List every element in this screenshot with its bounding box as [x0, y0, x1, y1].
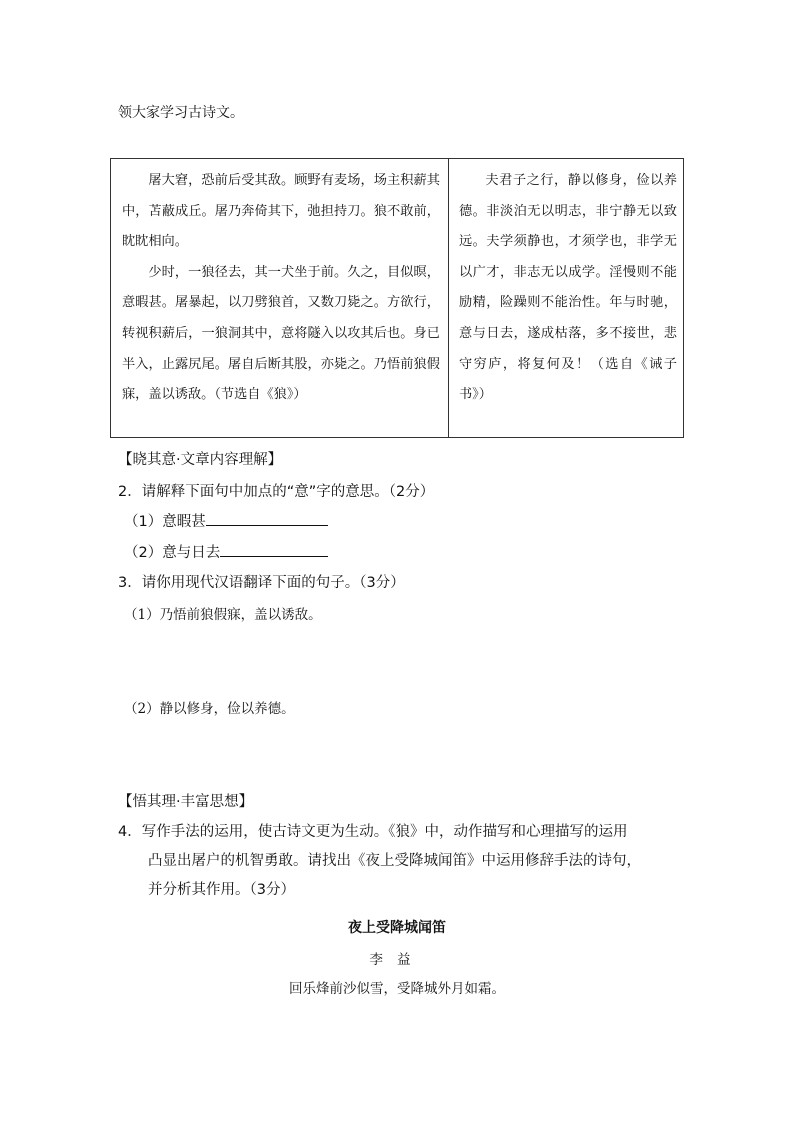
- question-2-stem: 2．请解释下面句中加点的“意”字的意思。（2分）: [118, 484, 435, 500]
- question-2-item-1-text: （1）意暇甚: [124, 514, 206, 530]
- question-2-item-2-text: （2）意与日去: [124, 545, 221, 561]
- question-4: [118, 818, 678, 905]
- poem-author: 李益: [369, 952, 425, 968]
- passage-wolf-para-2: 少时，一狼径去，其一犬坐于前。久之，目似暝，意暇甚。屠暴起，以刀劈狼首，又数刀毙之。方欲行，转视积薪后，一狼洞其中，意将隧入以攻其后也。身已半入，止露尻尾。屠自后断其股，亦毙之。乃悟前狼假寐，盖以诱敌。（节选自《狼》）: [122, 264, 440, 403]
- answer-blank[interactable]: [206, 511, 328, 526]
- passage-wolf: [111, 159, 449, 437]
- passage-jiezishu-para: 夫君子之行，静以修身，俭以养德。非淡泊无以明志，非宁静无以致远。夫学须静也，才须学也，非学无以广才，非志无以成学。淫慢则不能励精，险躁则不能治性。年与时驰，意与日去，遂成枯落，多不接世，悲守穷庐，将复何及！（选自《诫子书》）: [459, 173, 677, 403]
- question-4-line-2: 凸显出屠户的机智勇敢。请找出《夜上受降城闻笛》中运用修辞手法的诗句，: [148, 853, 641, 869]
- question-4-line-1: 4．写作手法的运用，使古诗文更为生动。《狼》中，动作描写和心理描写的运用: [118, 824, 628, 840]
- section-heading-understanding: 【晓其意·文章内容理解】: [118, 452, 283, 468]
- answer-blank[interactable]: [220, 542, 328, 557]
- poem-line-1: 回乐烽前沙似雪，受降城外月如霜。: [289, 981, 505, 997]
- passage-table: [110, 158, 684, 438]
- question-4-line-3: 并分析其作用。（3分）: [148, 882, 295, 898]
- question-2-item-1: [124, 510, 328, 531]
- intro-text: 领大家学习古诗文。: [118, 105, 244, 121]
- question-3-stem: 3．请你用现代汉语翻译下面的句子。（3分）: [118, 575, 405, 591]
- question-3-item-1: （1）乃悟前狼假寐，盖以诱敌。: [124, 607, 322, 623]
- question-2-item-2: [124, 541, 328, 562]
- section-heading-thinking: 【悟其理·丰富思想】: [118, 794, 254, 810]
- passage-wolf-para-1: 屠大窘，恐前后受其敌。顾野有麦场，场主积薪其中，苫蔽成丘。屠乃奔倚其下，弛担持刀。狼不敢前，眈眈相向。: [122, 173, 440, 250]
- poem-title: 夜上受降城闻笛: [348, 920, 446, 936]
- question-3-item-2: （2）静以修身，俭以养德。: [124, 701, 295, 717]
- passage-jiezishu: [449, 159, 683, 437]
